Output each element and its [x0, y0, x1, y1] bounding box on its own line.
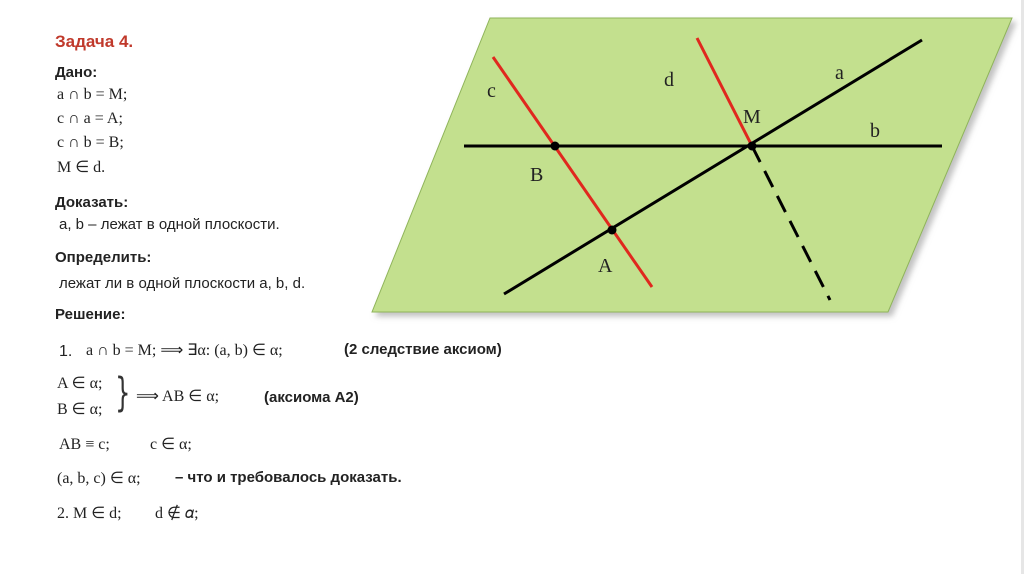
system-result: ⟹ AB ∈ α;: [136, 388, 220, 405]
point-M: [748, 142, 757, 151]
step1-note: (2 следствие аксиом): [344, 341, 502, 358]
system-line-1: A ∈ α;: [57, 375, 103, 392]
given-item: M ∈ d.: [57, 159, 106, 176]
prove-label: Доказать:: [55, 194, 129, 211]
system-line-2: B ∈ α;: [57, 401, 103, 418]
line4-note: – что и требовалось доказать.: [175, 469, 402, 486]
label-M: M: [743, 106, 761, 128]
label-c: c: [487, 80, 496, 102]
label-B: B: [530, 164, 544, 186]
curly-brace-icon: }: [115, 370, 131, 416]
determine-text: лежат ли в одной плоскости a, b, d.: [59, 275, 306, 292]
step1-number: 1.: [59, 343, 73, 360]
system-note: (аксиома А2): [264, 389, 359, 406]
solution-label: Решение:: [55, 306, 126, 323]
determine-label: Определить:: [55, 249, 152, 266]
line4-abc-in-alpha: (a, b, c) ∈ α;: [57, 470, 141, 487]
label-b: b: [870, 120, 880, 142]
given-item: a ∩ b = M;: [57, 86, 128, 103]
label-A: A: [598, 255, 613, 277]
given-label: Дано:: [55, 64, 98, 81]
point-B: [551, 142, 560, 151]
label-d: d: [664, 69, 674, 91]
given-item: c ∩ a = A;: [57, 110, 123, 127]
task-title: Задача 4.: [55, 32, 134, 51]
step1-formula: a ∩ b = M; ⟹ ∃α: (a, b) ∈ α;: [86, 342, 283, 359]
label-a: a: [835, 62, 844, 84]
prove-text: a, b – лежат в одной плоскости.: [59, 216, 280, 233]
line5-m-in-d: 2. M ∈ d;: [57, 505, 122, 522]
given-item: c ∩ b = B;: [57, 134, 124, 151]
point-A: [608, 226, 617, 235]
line5-d-not-in-alpha: d ∉ 𝛼;: [155, 505, 199, 522]
plane-alpha: [372, 18, 1012, 312]
line3-c-in-alpha: c ∈ α;: [150, 436, 192, 453]
line3-ab-equiv-c: AB ≡ c;: [59, 436, 110, 453]
